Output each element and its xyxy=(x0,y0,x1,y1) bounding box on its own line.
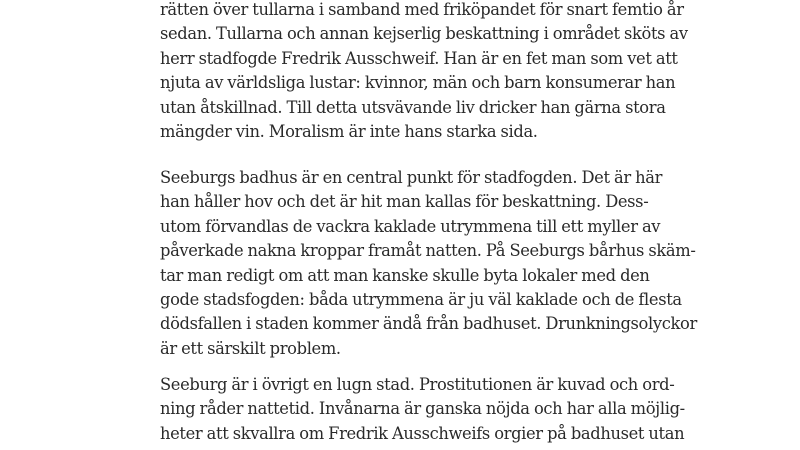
text-line: herr stadfogde Fredrik Ausschweif. Han är en fet man som vet att xyxy=(160,48,678,68)
text-line: utom förvandlas de vackra kaklade utrymmena till ett myller av xyxy=(160,216,661,236)
text-line: tar man redigt om att man kanske skulle byta lokaler med den xyxy=(160,265,650,285)
text-line: sedan. Tullarna och annan kejserlig beskattning i området sköts av xyxy=(160,24,688,44)
text-line: njuta av världsliga lustar: kvinnor, män och barn konsumerar han xyxy=(160,73,676,93)
text-line: dödsfallen i staden kommer ändå från badhuset. Drunkningsolyckor xyxy=(160,314,697,334)
text-line: Seeburgs badhus är en central punkt för stadfogden. Det är här xyxy=(160,168,663,187)
text-line: påverkade nakna kroppar framåt natten. På Seeburgs bårhus skäm- xyxy=(160,241,696,261)
text-line: mängder vin. Moralism är inte hans starka sida. xyxy=(160,122,538,142)
paragraph-1 xyxy=(160,0,688,144)
text-line: utan åtskillnad. Till detta utsvävande liv dricker han gärna stora xyxy=(160,97,666,117)
paragraph-2 xyxy=(160,166,697,361)
text-line: är ett särskilt problem. xyxy=(160,338,341,358)
text-line: heter att skvallra om Fredrik Ausschweifs orgier på badhuset utan xyxy=(160,423,685,443)
paragraph-3 xyxy=(160,373,685,446)
text-line: Seeburg är i övrigt en lugn stad. Prostitutionen är kuvad och ord- xyxy=(160,375,675,394)
text-line: rätten över tullarna i samband med friköpandet för snart femtio år xyxy=(160,0,684,19)
text-line: han håller hov och det är hit man kallas för beskattning. Dess- xyxy=(160,192,649,212)
text-line: ning råder nattetid. Invånarna är ganska nöjda och har alla möjlig- xyxy=(160,399,685,419)
text-line: gode stadsfogden: båda utrymmena är ju väl kaklade och de flesta xyxy=(160,290,682,310)
